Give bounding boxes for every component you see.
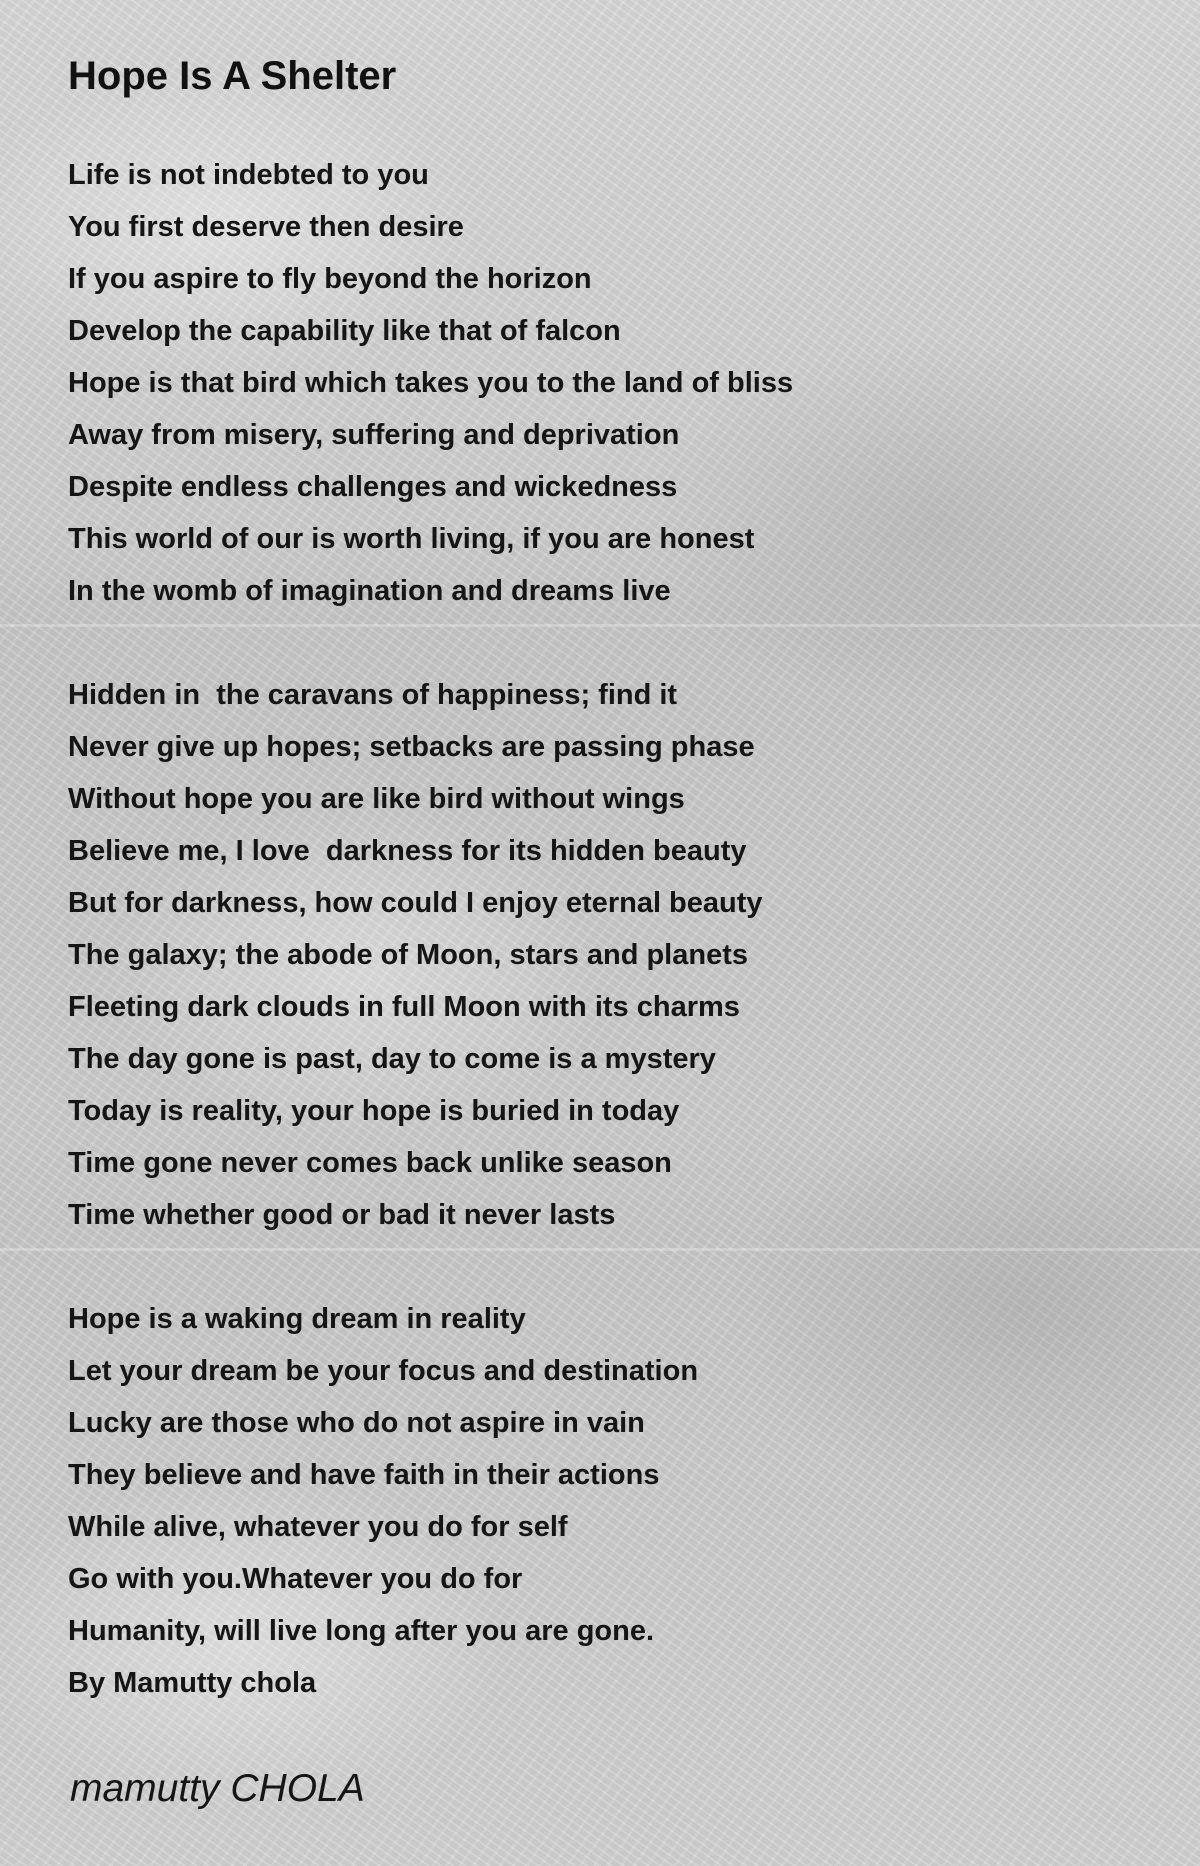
poem-line: Humanity, will live long after you are gone. — [68, 1615, 655, 1647]
poem-line: This world of our is worth living, if you are honest — [68, 523, 755, 555]
poem-line: Time whether good or bad it never lasts — [68, 1199, 616, 1231]
stanza-1 — [68, 149, 1148, 617]
poem-line: Today is reality, your hope is buried in today — [68, 1095, 680, 1127]
poem-line: In the womb of imagination and dreams live — [68, 575, 671, 607]
poem-line: Develop the capability like that of falcon — [68, 315, 621, 347]
poem-line: Go with you.Whatever you do for — [68, 1563, 523, 1595]
poem-title: Hope Is A Shelter — [68, 54, 397, 98]
poem-line: Despite endless challenges and wickedness — [68, 471, 678, 503]
poem-line: The day gone is past, day to come is a mystery — [68, 1043, 716, 1075]
poem-line: But for darkness, how could I enjoy eternal beauty — [68, 887, 763, 919]
poem-line: Without hope you are like bird without wings — [68, 783, 685, 815]
poem-line: The galaxy; the abode of Moon, stars and planets — [68, 939, 748, 971]
poem-line: They believe and have faith in their actions — [68, 1459, 660, 1491]
poem-line: Lucky are those who do not aspire in vain — [68, 1407, 645, 1439]
poem-author: mamutty CHOLA — [70, 1767, 365, 1810]
poem-line: Fleeting dark clouds in full Moon with its charms — [68, 991, 740, 1023]
poem-line: Never give up hopes; setbacks are passing phase — [68, 731, 755, 763]
poem-line: Let your dream be your focus and destination — [68, 1355, 699, 1387]
background-band-divider — [0, 624, 1200, 627]
poem-line: Hope is a waking dream in reality — [68, 1303, 526, 1335]
poem-line: Life is not indebted to you — [68, 159, 429, 191]
poem-line: Time gone never comes back unlike season — [68, 1147, 672, 1179]
poem-line: By Mamutty chola — [68, 1667, 317, 1699]
poem-line: Away from misery, suffering and deprivation — [68, 419, 680, 451]
poem-line: Hope is that bird which takes you to the land of bliss — [68, 367, 794, 399]
stanza-2 — [68, 669, 1148, 1241]
poem-line: You first deserve then desire — [68, 211, 464, 243]
poem-line: Believe me, I love darkness for its hidden beauty — [68, 835, 747, 867]
poem-line: If you aspire to fly beyond the horizon — [68, 263, 592, 295]
stanza-3 — [68, 1293, 1148, 1709]
poem-line: While alive, whatever you do for self — [68, 1511, 568, 1543]
background-band-divider — [0, 1248, 1200, 1251]
poem-line: Hidden in the caravans of happiness; find it — [68, 679, 678, 711]
